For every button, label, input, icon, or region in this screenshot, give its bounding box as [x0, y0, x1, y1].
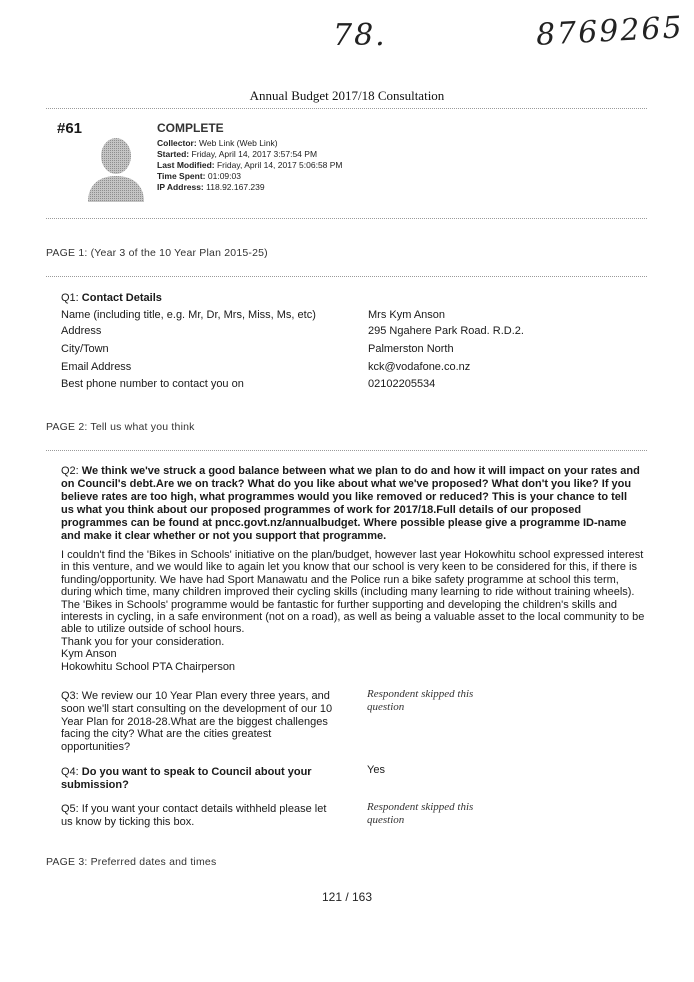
contact-label: Best phone number to contact you on	[61, 378, 244, 390]
q3-answer: Respondent skipped this question	[367, 688, 474, 713]
person-silhouette-icon	[84, 132, 148, 202]
contact-value: Mrs Kym Anson	[368, 309, 446, 321]
contact-row-address	[61, 325, 641, 343]
contact-label: Address	[61, 325, 102, 337]
q5-answer: Respondent skipped this question	[367, 801, 474, 826]
meta-ip-address: IP Address: 118.92.167.239	[157, 182, 265, 192]
handwritten-note-right: 8769265	[535, 10, 685, 53]
q5-question: Q5: If you want your contact details withheld please let us know by ticking this box.	[61, 803, 327, 828]
q4-question: Q4: Do you want to speak to Council about your submission?	[61, 766, 312, 791]
page3-heading: PAGE 3: Preferred dates and times	[46, 856, 217, 868]
meta-last-modified: Last Modified: Friday, April 14, 2017 5:06:58 PM	[157, 160, 343, 170]
handwritten-note-left: 78.	[333, 18, 387, 53]
q2-question: Q2: We think we've struck a good balance between what we plan to do and how it will impact on your rates and on Council's debt.Are we on track? What do you like about what we've proposed? What don't you like? If you believe rates are too high, what programmes would you like removed or reduced? This is your chance to tell us what you think about our proposed programmes of work for 2017/18.Full details of our proposed programmes can be found at pncc.govt.nz/annualbudget. Where possible please give a programme ID-name and make it clear whether or not you support that programme.	[61, 465, 640, 542]
avatar	[84, 132, 148, 202]
response-number: #61	[57, 120, 83, 137]
response-meta	[157, 138, 343, 193]
page2-heading: PAGE 2: Tell us what you think	[46, 421, 195, 433]
contact-row-phone	[61, 378, 641, 396]
divider	[46, 108, 647, 109]
meta-time-spent: Time Spent: 01:09:03	[157, 171, 241, 181]
q2-answer: I couldn't find the 'Bikes in Schools' initiative on the plan/budget, however last year Hokowhitu school expressed interest in this venture, and we would like to again let you know that our school is very keen to be considered for this, if there is funding/opportunity. We have had Sport Manawatu and the Police run a bike safety programme at school this term, during which time, many children improved their cycling skills (including many learning to ride without training wheels). The 'Bikes in Schools' programme would be fantastic for further supporting and developing the children's skills and interests in cycling, in a safe environment (not on a road), as well as being a valuable asset to the local community to be able to utilize outside of school hours. Thank you for your consideration. Kym Anson Hokowhitu School PTA Chairperson	[61, 549, 645, 673]
divider	[46, 218, 647, 219]
q4-answer: Yes	[367, 764, 385, 776]
contact-label: City/Town	[61, 343, 109, 355]
response-status: COMPLETE	[157, 121, 224, 135]
contact-label: Email Address	[61, 361, 132, 373]
meta-collector: Collector: Web Link (Web Link)	[157, 138, 278, 148]
contact-label: Name (including title, e.g. Mr, Dr, Mrs, Miss, Ms, etc)	[61, 309, 316, 321]
contact-row-city	[61, 343, 641, 361]
contact-value: 295 Ngahere Park Road. R.D.2.	[368, 325, 524, 337]
q1-title: Q1: Contact Details	[61, 292, 162, 304]
document-title: Annual Budget 2017/18 Consultation	[249, 88, 445, 103]
contact-row-email	[61, 361, 641, 379]
divider	[46, 450, 647, 451]
meta-started: Started: Friday, April 14, 2017 3:57:54 PM	[157, 149, 318, 159]
q3-question: Q3: We review our 10 Year Plan every three years, and soon we'll start consulting on the development of our 10 Year Plan for 2018-28.What are the biggest challenges facing the city? What are the cities greatest opportunities?	[61, 690, 333, 754]
page1-heading: PAGE 1: (Year 3 of the 10 Year Plan 2015-25)	[46, 247, 268, 259]
contact-value: 02102205534	[368, 378, 436, 390]
page-number: 121 / 163	[321, 890, 373, 904]
contact-value: kck@vodafone.co.nz	[368, 361, 471, 373]
contact-value: Palmerston North	[368, 343, 454, 355]
divider	[46, 276, 647, 277]
